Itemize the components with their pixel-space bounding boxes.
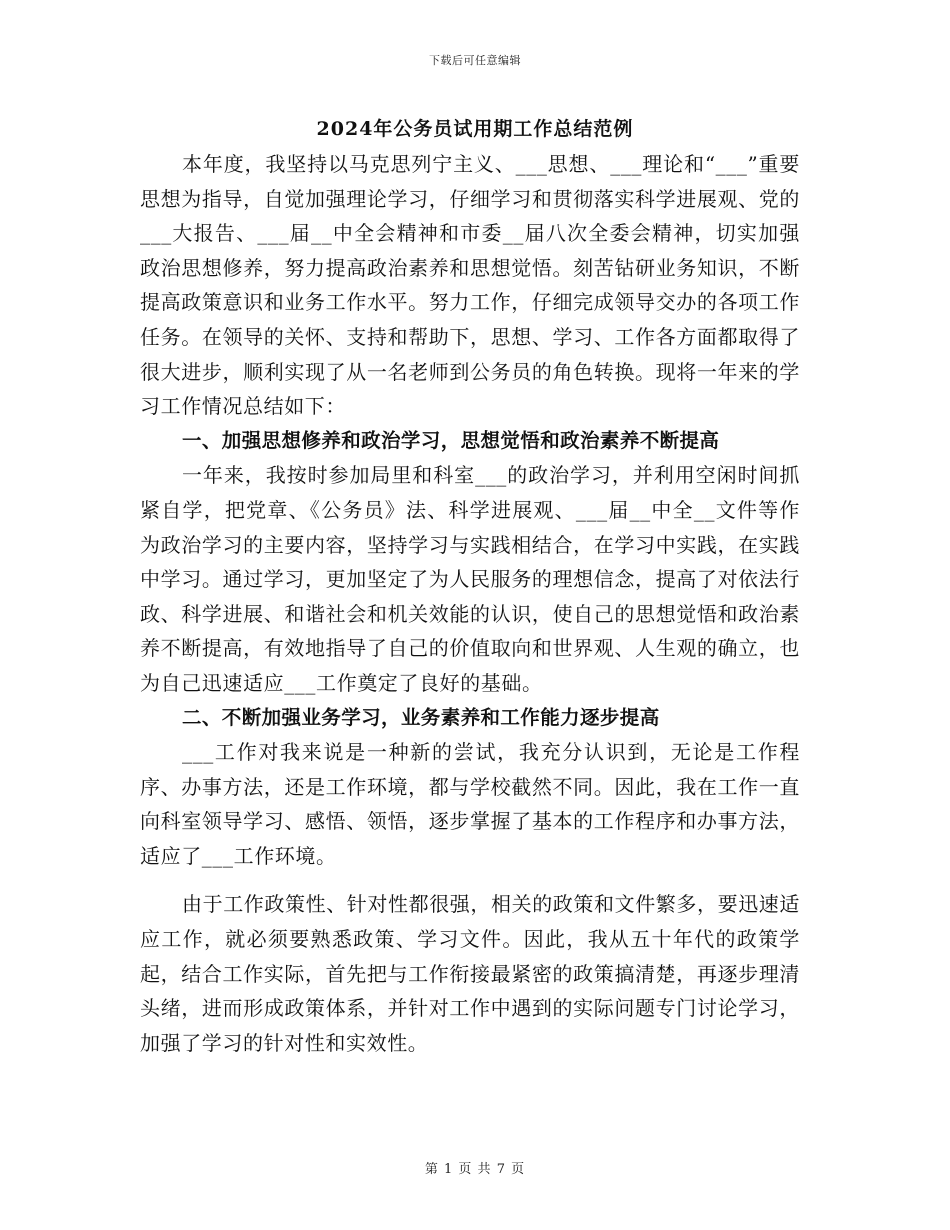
document-body [140, 147, 800, 1060]
section-heading-1: 一、加强思想修养和政治学习，思想觉悟和政治素养不断提高 [182, 428, 720, 452]
section-2-paragraph-2: 由于工作政策性、针对性都很强，相关的政策和文件繁多，要迅速适应工作，就必须要熟悉政策、学习文件。因此，我从五十年代的政策学起，结合工作实际，首先把与工作衔接最紧密的政策搞清楚，再逐步理清头绪，进而形成政策体系，并针对工作中遇到的实际问题专门讨论学习，加强了学习的针对性和实效性。 [140, 892, 800, 1055]
page-number-footer: 第 1 页 共 7 页 [424, 1162, 526, 1177]
section-1-paragraph-1: 一年来，我按时参加局里和科室___的政治学习，并利用空闲时间抓紧自学，把党章、《公务员》法、科学进展观、___届__中全__文件等作为政治学习的主要内容，坚持学习与实践相结合，在学习中实践，在实践中学习。通过学习，更加坚定了为人民服务的理想信念，提高了对依法行政、科学进展、和谐社会和机关效能的认识，使自己的思想觉悟和政治素养不断提高，有效地指导了自己的价值取向和世界观、人生观的确立，也为自己迅速适应___工作奠定了良好的基础。 [140, 463, 800, 695]
intro-paragraph: 本年度，我坚持以马克思列宁主义、___思想、___理论和“___”重要思想为指导，自觉加强理论学习，仔细学习和贯彻落实科学进展观、党的___大报告、___届__中全会精神和市委__届八次全委会精神，切实加强政治思想修养，努力提高政治素养和思想觉悟。刻苦钻研业务知识，不断提高政策意识和业务工作水平。努力工作，仔细完成领导交办的各项工作任务。在领导的关怀、支持和帮助下，思想、学习、工作各方面都取得了很大进步，顺利实现了从一名老师到公务员的角色转换。现将一年来的学习工作情况总结如下： [140, 152, 800, 419]
section-2-paragraph-1: ___工作对我来说是一种新的尝试，我充分认识到，无论是工作程序、办事方法，还是工作环境，都与学校截然不同。因此，我在工作一直向科室领导学习、感悟、领悟，逐步掌握了基本的工作程序和办事方法，适应了___工作环境。 [140, 740, 800, 868]
header-note: 下载后可任意编辑 [429, 54, 521, 67]
section-heading-2: 二、不断加强业务学习，业务素养和工作能力逐步提高 [182, 705, 660, 729]
document-title: 2024年公务员试用期工作总结范例 [316, 118, 634, 140]
